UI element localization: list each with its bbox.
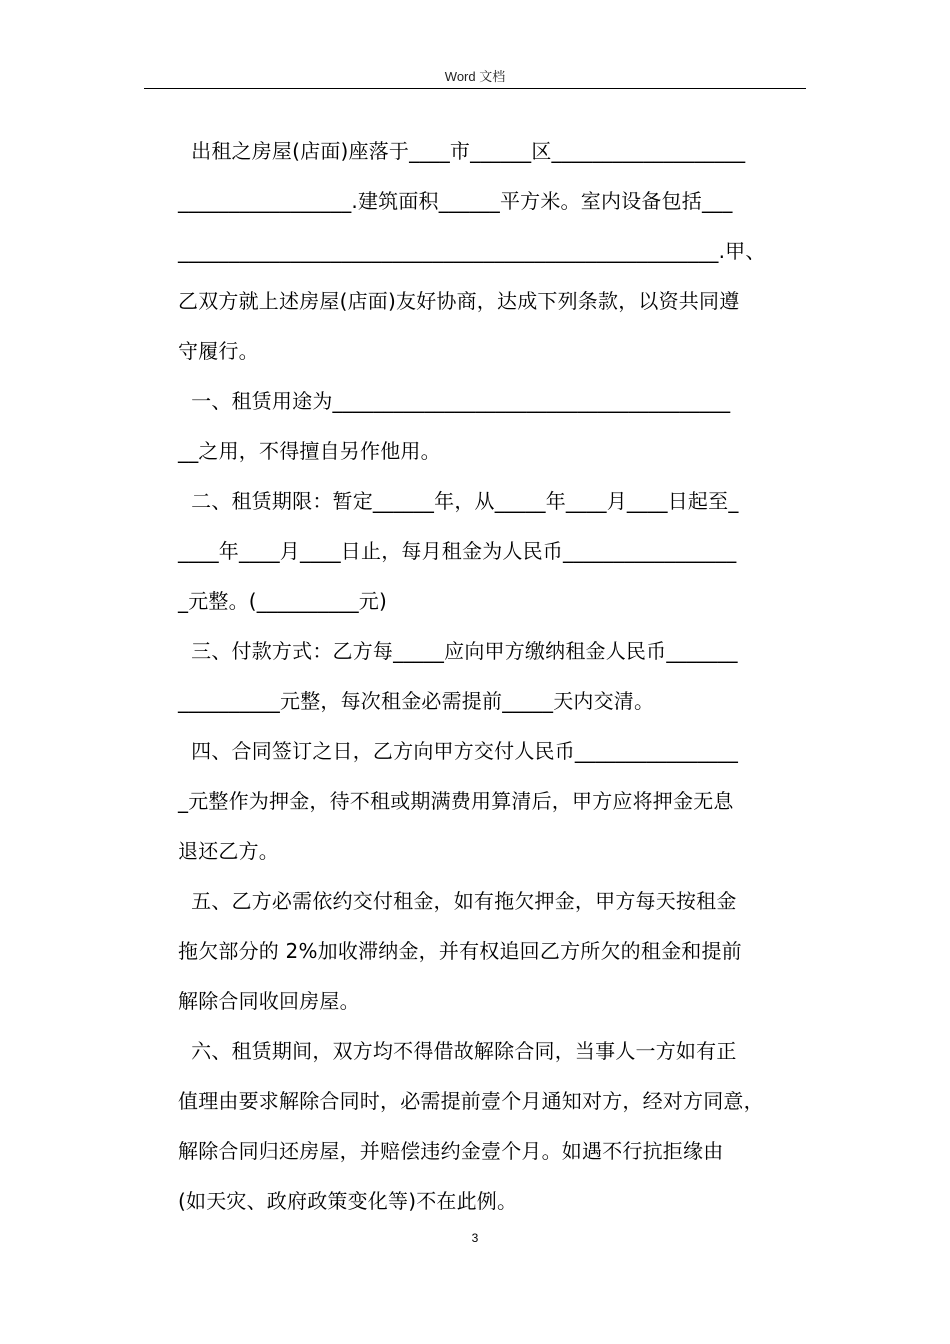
text-line: _____________________________________________________.甲、 xyxy=(178,239,766,263)
page-number: 3 xyxy=(471,1231,479,1245)
document-body xyxy=(178,126,808,1226)
text-line: 值理由要求解除合同时，必需提前壹个月通知对方，经对方同意， xyxy=(178,1089,764,1113)
header-divider xyxy=(144,88,806,89)
text-line: 五、乙方必需依约交付租金，如有拖欠押金，甲方每天按租金 xyxy=(178,889,737,913)
text-line: 出租之房屋(店面)座落于____市______区___________________ xyxy=(178,139,746,163)
text-line: 拖欠部分的 2%加收滞纳金，并有权追回乙方所欠的租金和提前 xyxy=(178,939,742,963)
text-line: 解除合同归还房屋，并赔偿违约金壹个月。如遇不行抗拒缘由 xyxy=(178,1139,724,1163)
page-header-title: Word 文档 xyxy=(444,69,506,84)
text-line: _元整。(__________元) xyxy=(178,589,388,613)
text-line: 二、租赁期限：暂定______年，从_____年____月____日起至_ xyxy=(178,489,739,513)
text-line: 守履行。 xyxy=(178,339,259,363)
text-line: 四、合同签订之日，乙方向甲方交付人民币________________ xyxy=(178,739,739,763)
text-line: 六、租赁期间，双方均不得借故解除合同，当事人一方如有正 xyxy=(178,1039,737,1063)
text-line: __________元整，每次租金必需提前_____天内交清。 xyxy=(178,689,655,713)
text-line: (如天灾、政府政策变化等)不在此例。 xyxy=(178,1189,518,1213)
text-line: __之用，不得擅自另作他用。 xyxy=(178,439,441,463)
text-line: 一、租赁用途为_______________________________________ xyxy=(178,389,731,413)
text-line: 解除合同收回房屋。 xyxy=(178,989,360,1013)
text-line: ____年____月____日止，每月租金为人民币_________________ xyxy=(178,539,737,563)
text-line: 乙双方就上述房屋(店面)友好协商，达成下列条款，以资共同遵 xyxy=(178,289,740,313)
text-line: 三、付款方式：乙方每_____应向甲方缴纳租金人民币_______ xyxy=(178,639,738,663)
text-line: _________________.建筑面积______平方米。室内设备包括___ xyxy=(178,189,733,213)
text-line: _元整作为押金，待不租或期满费用算清后，甲方应将押金无息 xyxy=(178,789,734,813)
text-line: 退还乙方。 xyxy=(178,839,279,863)
